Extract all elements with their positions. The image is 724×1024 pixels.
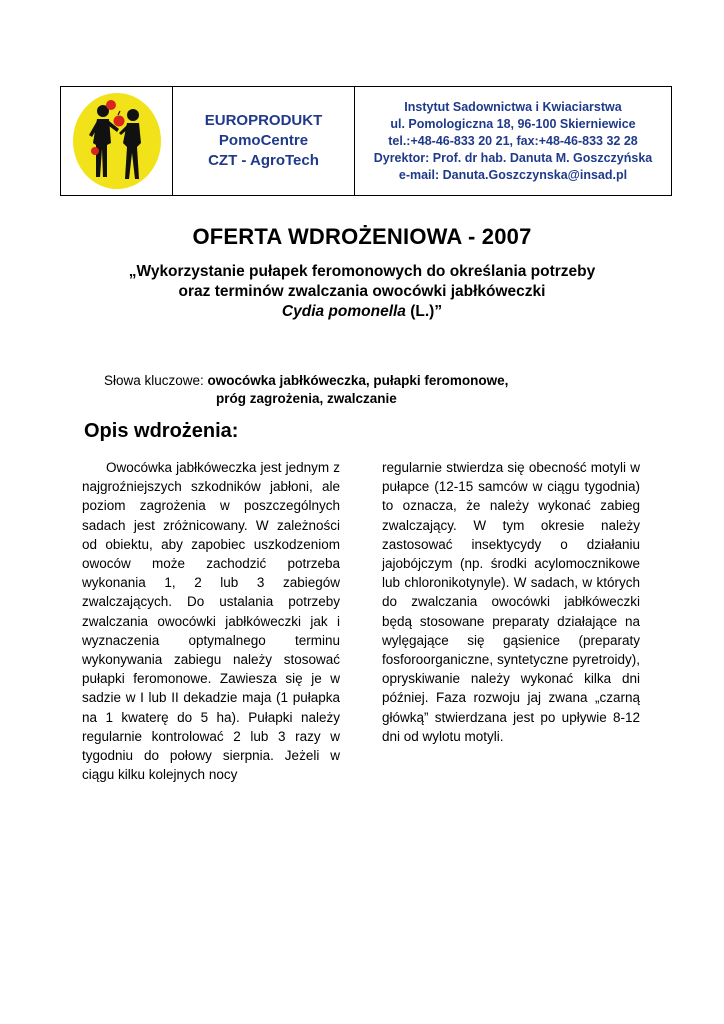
section-title: Opis wdrożenia: bbox=[84, 420, 239, 442]
body-text-right: regularnie stwierdza się obecność motyli w pułapce (12-15 samców w ciągu tygodnia) to oznacza, że należy wykonać zabieg zwalczający. W tym okresie należy zastosować insektycydy o działaniu jajobójczym (np. środki acylomocznikowe lub chloronikotynyle). W sadach, w których do zwalczania owocówki jabłkóweczki będą stosowane preparaty działające na wylęgające się gąsienice (preparaty fosforoorganiczne, syntetyczne pyretroidy), opryskiwanie należy wykonać kilka dni później. Faza rozwoju jaj zwana „czarną główką” stwierdzana jest po upływie 8-12 dni od wylotu motyli. bbox=[382, 460, 640, 744]
body-column-right bbox=[382, 458, 640, 746]
keywords-label: Słowa kluczowe: bbox=[104, 373, 208, 388]
body-column-left bbox=[82, 458, 340, 784]
subtitle-line-3 bbox=[0, 302, 724, 322]
species-name: Cydia pomonella bbox=[281, 303, 406, 320]
institute-email: e-mail: Danuta.Goszczynska@insad.pl bbox=[398, 167, 628, 182]
subtitle-line-1: „Wykorzystanie pułapek feromonowych do określania potrzeby bbox=[128, 263, 596, 280]
logo-cell bbox=[61, 87, 173, 195]
org-line-3: CZT - AgroTech bbox=[208, 152, 319, 169]
institute-address: ul. Pomologiczna 18, 96-100 Skierniewice bbox=[390, 116, 636, 131]
institute-name: Instytut Sadownictwa i Kwiaciarstwa bbox=[404, 99, 622, 114]
subtitle-line-2: oraz terminów zwalczania owocówki jabłkóweczki bbox=[178, 283, 546, 300]
org-line-2: PomoCentre bbox=[218, 132, 309, 149]
header-box bbox=[60, 86, 672, 196]
org-line-1: EUROPRODUKT bbox=[204, 112, 323, 129]
document-subtitle bbox=[0, 262, 724, 322]
org-cell bbox=[173, 87, 355, 195]
institute-phone: tel.:+48-46-833 20 21, fax:+48-46-833 32 28 bbox=[388, 133, 638, 148]
keywords-line-1: owocówka jabłkóweczka, pułapki feromonowe, bbox=[207, 373, 509, 388]
body-text-left: Owocówka jabłkóweczka jest jednym z najgroźniejszych szkodników jabłoni, ale poziom zagrożenia w poszczególnych sadach jest zróżnicowany. W zależności od obiektu, aby zapobiec uszkodzeniom owoców może zachodzić potrzeba wykonania 1, 2 lub 3 zabiegów zwalczających. Do ustalania potrzeby zwalczania owocówki jabłkóweczki jak i wyznaczenia optymalnego terminu wykonywania zabiegu należy stosować pułapki feromonowe. Zawiesza się je w sadzie w I lub II dekadzie maja (1 pułapka na 1 kwaterę do 5 ha). Pułapki należy regularnie kontrolować 2 lub 3 razy w tygodniu do połowy sierpnia. Jeżeli w ciągu kilku kolejnych nocy bbox=[82, 460, 340, 783]
keywords-line-2: próg zagrożenia, zwalczanie bbox=[216, 391, 397, 406]
institute-cell bbox=[355, 87, 671, 195]
keywords bbox=[104, 372, 508, 408]
document-title: OFERTA WDROŻENIOWA - 2007 bbox=[192, 224, 532, 249]
adam-eve-apple-logo-icon bbox=[71, 91, 163, 191]
species-author: (L.)” bbox=[405, 303, 443, 320]
institute-director: Dyrektor: Prof. dr hab. Danuta M. Goszczyńska bbox=[373, 150, 653, 165]
